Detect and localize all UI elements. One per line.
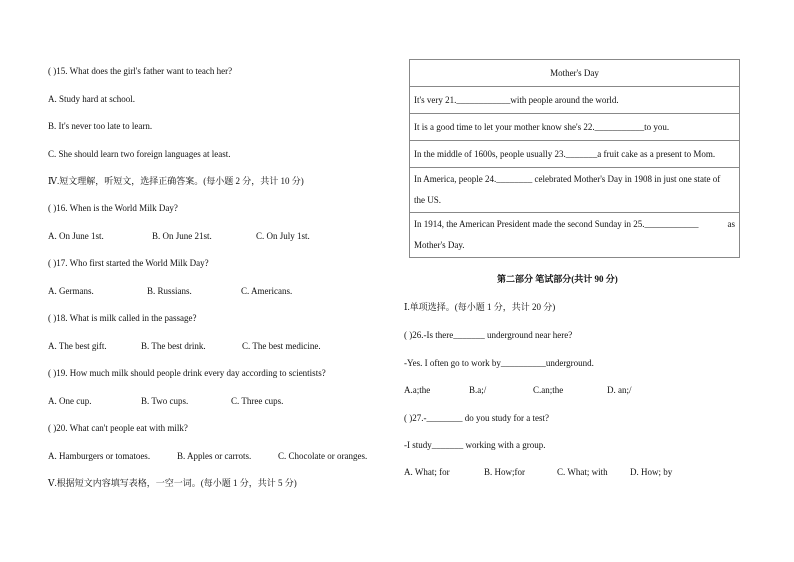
q17-stem: ( )17. Who first started the World Milk Day? <box>48 258 209 268</box>
table-row-25-line1: In 1914, the American President made the second Sunday in 25.____________ <box>414 219 699 229</box>
q27-stem: ( )27.-________ do you study for a test? <box>404 413 549 423</box>
q18-option-a[interactable]: A. The best gift. <box>48 341 107 351</box>
section-1-heading: Ⅰ.单项选择。(每小题 1 分，共计 20 分) <box>404 302 556 312</box>
q27-option-d[interactable]: D. How; by <box>630 467 673 477</box>
q27-option-a[interactable]: A. What; for <box>404 467 450 477</box>
q15-option-b[interactable]: B. It's never too late to learn. <box>48 121 153 131</box>
q27-line2: -I study_______ working with a group. <box>404 440 546 450</box>
q26-option-c[interactable]: C.an;the <box>533 385 564 395</box>
q19-option-a[interactable]: A. One cup. <box>48 396 92 406</box>
section-5-heading: Ⅴ.根据短文内容填写表格，一空一词。(每小题 1 分，共计 5 分) <box>48 478 297 488</box>
q19-option-b[interactable]: B. Two cups. <box>141 396 189 406</box>
table-row-25-line2: Mother's Day. <box>414 240 465 250</box>
q15-option-a[interactable]: A. Study hard at school. <box>48 94 135 104</box>
q16-option-a[interactable]: A. On June 1st. <box>48 231 104 241</box>
q15-stem: ( )15. What does the girl's father want to teach her? <box>48 66 233 76</box>
q26-option-d[interactable]: D. an;/ <box>607 385 632 395</box>
q17-option-b[interactable]: B. Russians. <box>147 286 192 296</box>
q19-option-c[interactable]: C. Three cups. <box>231 396 284 406</box>
q16-option-c[interactable]: C. On July 1st. <box>256 231 310 241</box>
q16-stem: ( )16. When is the World Milk Day? <box>48 203 178 213</box>
q26-option-b[interactable]: B.a;/ <box>469 385 487 395</box>
q20-option-a[interactable]: A. Hamburgers or tomatoes. <box>48 451 151 461</box>
table-row-21: It's very 21.____________with people around the world. <box>410 87 740 114</box>
section-4-heading: Ⅳ.短文理解，听短文，选择正确答案。(每小题 2 分，共计 10 分) <box>48 176 304 186</box>
table-row-24-line2: the US. <box>414 195 441 205</box>
q18-option-b[interactable]: B. The best drink. <box>141 341 206 351</box>
table-row-24 <box>410 168 740 213</box>
q27-option-b[interactable]: B. How;for <box>484 467 525 477</box>
q17-option-c[interactable]: C. Americans. <box>241 286 293 296</box>
q15-option-c[interactable]: C. She should learn two foreign languages at least. <box>48 149 231 159</box>
q20-option-c[interactable]: C. Chocolate or oranges. <box>278 451 368 461</box>
table-row-23: In the middle of 1600s, people usually 23._______a fruit cake as a present to Mom. <box>410 141 740 168</box>
table-row-25 <box>410 213 740 258</box>
q26-stem: ( )26.-Is there_______ underground near here? <box>404 330 573 340</box>
mothers-day-table <box>409 59 740 258</box>
q26-option-a[interactable]: A.a;the <box>404 385 431 395</box>
q17-option-a[interactable]: A. Germans. <box>48 286 94 296</box>
q18-option-c[interactable]: C. The best medicine. <box>242 341 321 351</box>
q19-stem: ( )19. How much milk should people drink every day according to scientists? <box>48 368 326 378</box>
q20-option-b[interactable]: B. Apples or carrots. <box>177 451 252 461</box>
table-title: Mother's Day <box>410 60 740 87</box>
part-2-heading: 第二部分 笔试部分(共计 90 分) <box>497 274 618 284</box>
q27-option-c[interactable]: C. What; with <box>557 467 608 477</box>
q26-line2: -Yes. I often go to work by__________underground. <box>404 358 594 368</box>
table-row-25-line1-end: as <box>727 219 735 229</box>
q18-stem: ( )18. What is milk called in the passage? <box>48 313 197 323</box>
q20-stem: ( )20. What can't people eat with milk? <box>48 423 188 433</box>
q16-option-b[interactable]: B. On June 21st. <box>152 231 212 241</box>
table-row-22: It is a good time to let your mother know she's 22.___________to you. <box>410 114 740 141</box>
table-row-24-line1: In America, people 24.________ celebrated Mother's Day in 1908 in just one state of <box>414 174 721 184</box>
